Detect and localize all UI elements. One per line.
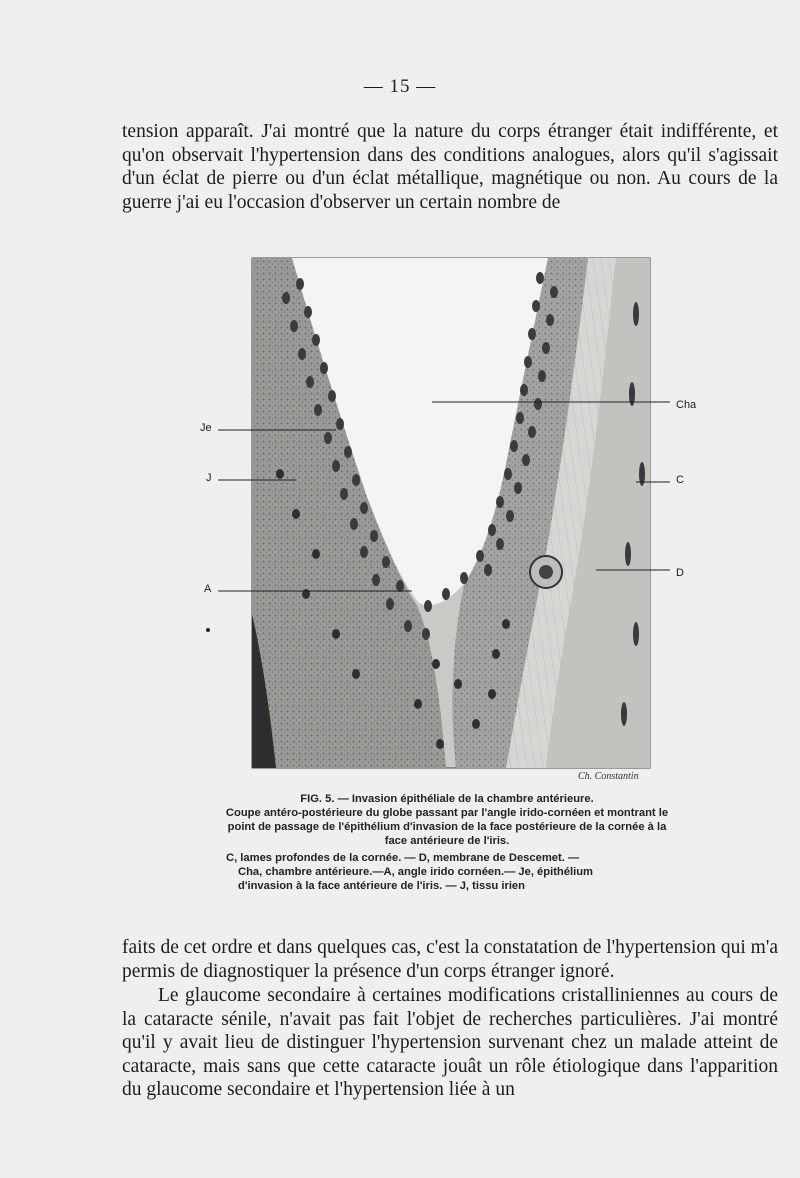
label-c: C — [676, 474, 684, 486]
caption-legend-line: C, lames profondes de la cornée. — D, membrane de Descemet. — — [226, 852, 580, 864]
figure-caption — [222, 792, 672, 893]
caption-description: Coupe antéro-postérieure du globe passant par l'angle irido-cornéen et montrant le point de passage de l'épithélium d'invasion de la face postérieure de la cornée à la face antérieure de l'iris. — [225, 807, 669, 847]
caption-title: FIG. 5. — Invasion épithéliale de la chambre antérieure. — [300, 793, 594, 805]
caption-legend-line: Cha, chambre antérieure.—A, angle irido cornéen.— Je, épithélium — [238, 866, 593, 878]
label-je: Je — [200, 422, 212, 434]
body-paragraph-top: tension apparaît. J'ai montré que la nature du corps étranger était indifférente, et qu'on observait l'hypertension dans des conditions analogues, alors qu'il s'agissait d'un éclat de pierre ou d'un éclat métallique, magnétique ou non. Au cours de la guerre j'ai eu l'occasion d'observer un certain nombre de — [122, 121, 778, 213]
histology-illustration — [196, 254, 716, 794]
label-a: A — [204, 583, 212, 595]
body-paragraph-bottom-1: faits de cet ordre et dans quelques cas, c'est la constatation de l'hypertension qui m'a permis de diagnostiquer la présence d'un corps étranger ignoré. — [122, 937, 778, 982]
body-paragraph-bottom-2: Le glaucome secondaire à certaines modifications cristalliniennes au cours de la cataracte sénile, n'avait pas fait l'objet de recherches particulières. J'ai montré qu'il y avait lieu de distinguer l'hypertension survenant chez un malade atteint de cataracte, mais sans que cette cataracte jouât un rôle étiologique dans l'apparition du glaucome secondaire et l'hypertension liée à un — [122, 985, 778, 1100]
caption-legend-line: d'invasion à la face antérieure de l'iris. — J, tissu irien — [238, 880, 525, 892]
label-cha: Cha — [676, 399, 697, 411]
label-d: D — [676, 567, 684, 579]
page-number: — 15 — — [363, 76, 437, 97]
caption-legend — [222, 851, 672, 893]
label-j: J — [206, 472, 212, 484]
histology-figure — [196, 254, 716, 794]
illustrator-signature: Ch. Constantin — [578, 771, 639, 782]
